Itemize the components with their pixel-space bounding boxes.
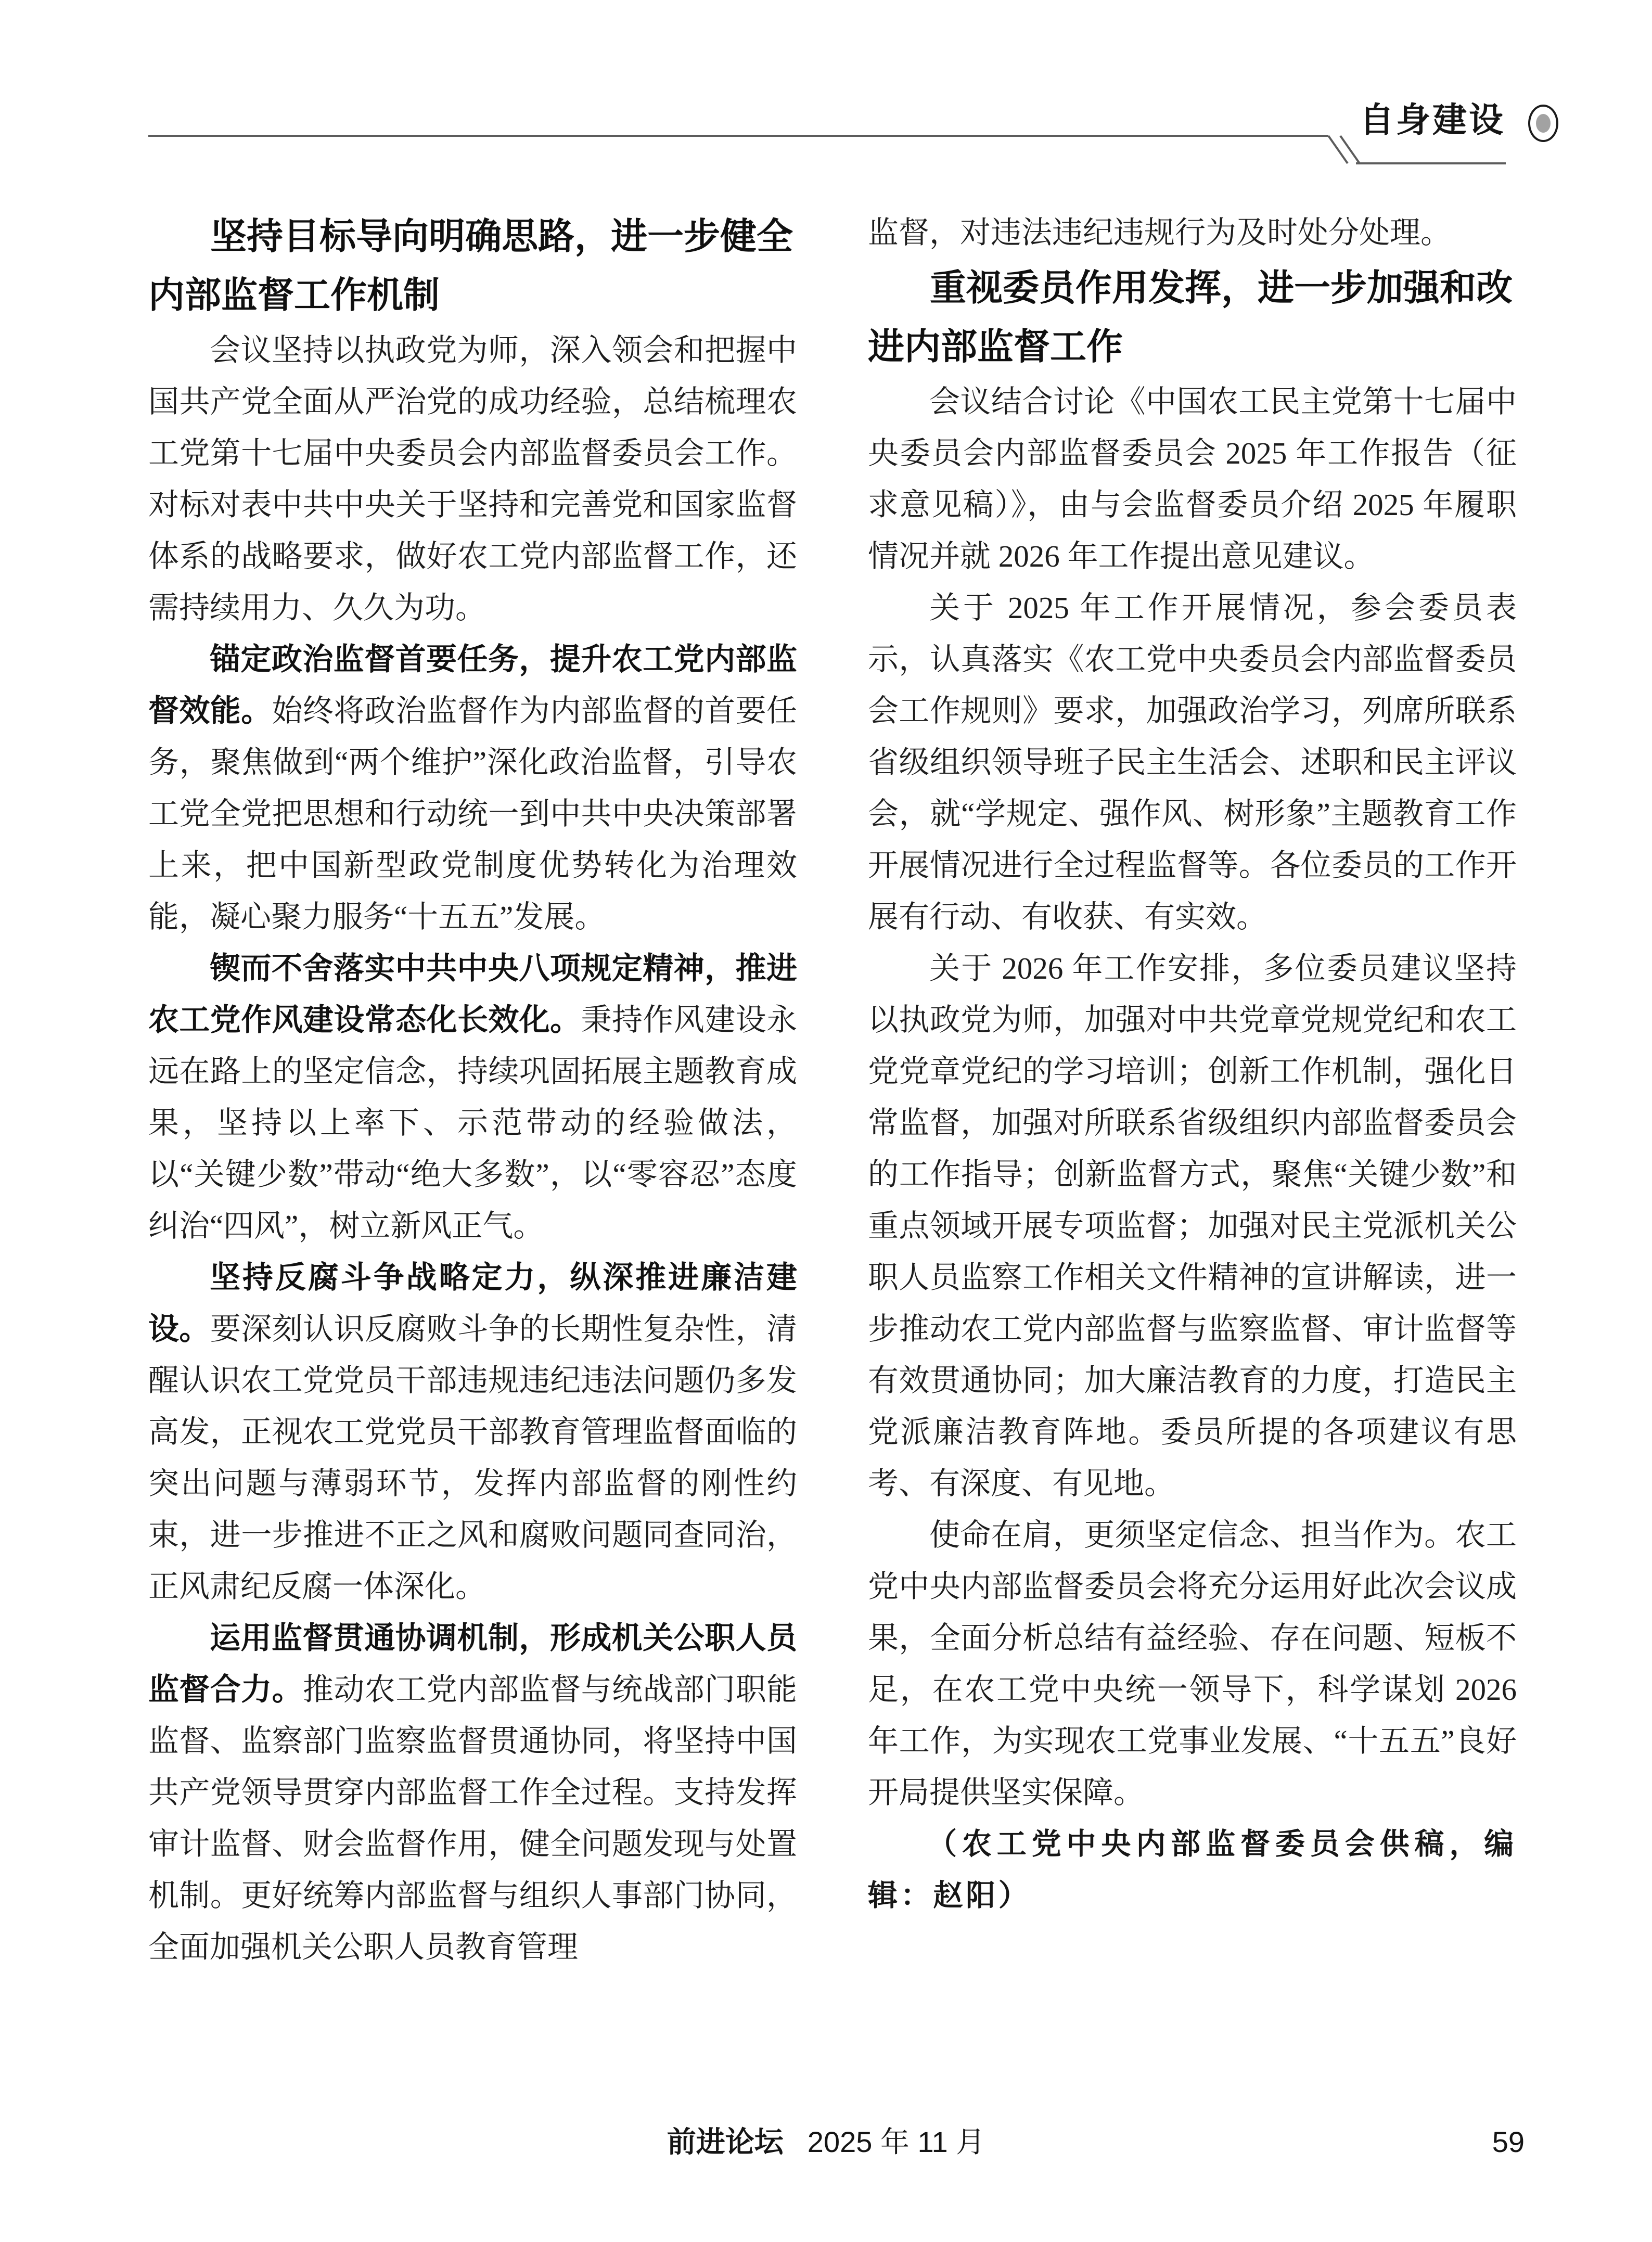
paragraph-lead: 运用监督贯通协调机制，形成机关公职人员监督合力。: [148, 1621, 797, 1707]
footer-journal-line: [0, 2121, 1652, 2163]
paragraph-lead: 锲而不舍落实中共中央八项规定精神，推进农工党作风建设常态化长效化。: [148, 951, 797, 1037]
paragraph-text: 使命在肩，更须坚定信念、担当作为。农工党中央内部监督委员会将充分运用好此次会议成果，全面分析总结有益经验、存在问题、短板不足，在农工党中央统一领导下，科学谋划 2026 年工作，为实现农工党事业发展、“十五五”良好开局提供坚实保障。: [868, 1518, 1517, 1810]
article-heading-1: 坚持目标导向明确思路，进一步健全内部监督工作机制: [148, 216, 793, 315]
header-rule: [0, 0, 1652, 187]
right-column: [868, 207, 1517, 1973]
journal-title: 前进论坛: [667, 2125, 784, 2158]
paragraph: [868, 376, 1517, 582]
paragraph-text: 始终将政治监督作为内部监督的首要任务，聚焦做到“两个维护”深化政治监督，引导农工党全党把思想和行动统一到中共中央决策部署上来，把中国新型政党制度优势转化为治理效能，凝心聚力服务“十五五”发展。: [148, 694, 797, 934]
paragraph-lead: 锚定政治监督首要任务，提升农工党内部监督效能。: [148, 642, 797, 728]
target-circle-icon: [1528, 105, 1558, 142]
paragraph-text: 推动农工党内部监督与统战部门职能监督、监察部门监察监督贯通协同，将坚持中国共产党领导贯穿内部监督工作全过程。支持发挥审计监督、财会监督作用，健全问题发现与处置机制。更好统筹内部监督与组织人事部门协同，全面加强机关公职人员教育管理: [148, 1672, 797, 1964]
page-number: 59: [1492, 2125, 1525, 2158]
paragraph-continuation: 监督，对违法违纪违规行为及时处分处理。: [868, 215, 1452, 250]
page-footer: [0, 2121, 1652, 2168]
article-heading-2: 重视委员作用发挥，进一步加强和改进内部监督工作: [868, 267, 1513, 367]
paragraph: [148, 1612, 797, 1973]
paragraph: [148, 943, 797, 1252]
paragraph: [868, 582, 1517, 943]
paragraph-text: 会议坚持以执政党为师，深入领会和把握中国共产党全面从严治党的成功经验，总结梳理农工党第十七届中央委员会内部监督委员会工作。对标对表中共中央关于坚持和完善党和国家监督体系的战略要求，做好农工党内部监督工作，还需持续用力、久久为功。: [148, 333, 797, 625]
article-body: [148, 207, 1517, 1973]
paragraph: [148, 634, 797, 943]
paragraph: [148, 1252, 797, 1612]
paragraph-text: 秉持作风建设永远在路上的坚定信念，持续巩固拓展主题教育成果，坚持以上率下、示范带动的经验做法，以“关键少数”带动“绝大多数”，以“零容忍”态度纠治“四风”，树立新风正气。: [148, 1003, 797, 1243]
paragraph: [868, 1509, 1517, 1818]
paragraph-text: 关于 2025 年工作开展情况，参会委员表示，认真落实《农工党中央委员会内部监督委员会工作规则》要求，加强政治学习，列席所联系省级组织领导班子民主生活会、述职和民主评议会，就“学规定、强作风、树形象”主题教育工作开展情况进行全过程监督等。各位委员的工作开展有行动、有收获、有实效。: [868, 591, 1517, 934]
paragraph: [868, 943, 1517, 1509]
paragraph-text: 要深刻认识反腐败斗争的长期性复杂性，清醒认识农工党党员干部违规违纪违法问题仍多发高发，正视农工党党员干部教育管理监督面临的突出问题与薄弱环节，发挥内部监督的刚性约束，进一步推进不正之风和腐败问题同查同治，正风肃纪反腐一体深化。: [148, 1312, 797, 1604]
paragraph: [148, 325, 797, 634]
paragraph-text: 会议结合讨论《中国农工民主党第十七届中央委员会内部监督委员会 2025 年工作报告（征求意见稿）》，由与会监督委员介绍 2025 年履职情况并就 2026 年工作提出意见建议。: [868, 385, 1517, 573]
issue-date: 2025 年 11 月: [807, 2125, 985, 2158]
left-column: [148, 207, 797, 1973]
article-credit: （农工党中央内部监督委员会供稿，编辑：赵阳）: [868, 1828, 1517, 1912]
paragraph-text: 关于 2026 年工作安排，多位委员建议坚持以执政党为师，加强对中共党章党规党纪和农工党党章党纪的学习培训；创新工作机制，强化日常监督，加强对所联系省级组织内部监督委员会的工作指导；创新监督方式，聚焦“关键少数”和重点领域开展专项监督；加强对民主党派机关公职人员监察工作相关文件精神的宣讲解读，进一步推动农工党内部监督与监察监督、审计监督等有效贯通协同；加大廉洁教育的力度，打造民主党派廉洁教育阵地。委员所提的各项建议有思考、有深度、有见地。: [868, 951, 1517, 1501]
target-circle-inner-dot: [1536, 114, 1551, 133]
paragraph-lead: 坚持反腐斗争战略定力，纵深推进廉洁建设。: [148, 1260, 797, 1346]
section-title: 自身建设: [1360, 100, 1505, 139]
